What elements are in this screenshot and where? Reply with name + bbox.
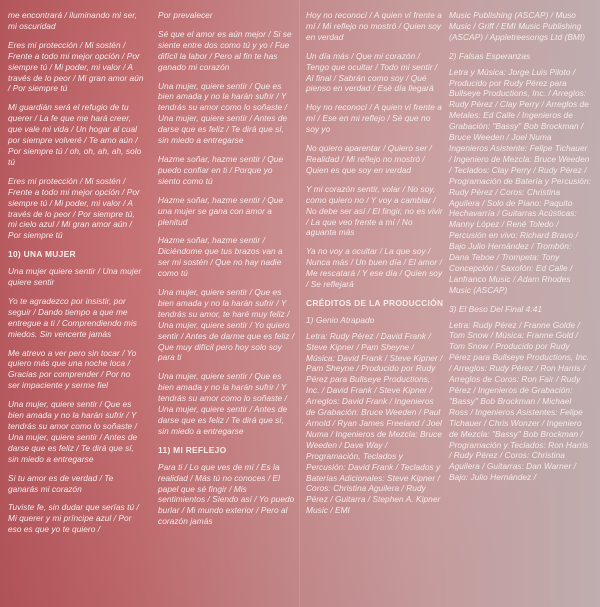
credit-text: Letra: Rudy Pérez / Franne Golde / Tom Snow / Música: Franne Gold / Tom Snow / Producido por Rudy Pérez para Bullseye Productions, Inc. / Arreglos: Rudy Pérez / Ron Harris / Arreglos de Coros: Ron Fair / Rudy Pérez / Ingenieros de Grabación: "Bassy" Bob Brockman / Michael Ross / Ingenieros Asistentes: Felipe Tichauer / Chris Wonzer / Ingeniero de Mezcla: "Bassy" Bob Brockman / Programación y Teclados: Ron Harris / Rudy Pérez / Coros: Christina Aguilera / Guitarras: Dan Warner / Bajo: Julio Hernández /	[449, 319, 590, 483]
lyric-stanza: Hoy no reconocí / A quien ví frente a mí / Mi reflejo no mostró / Quien soy en verdad	[306, 10, 442, 42]
lyric-stanza: Tuviste fe, sin dudar que serías tú / Mi querer y mi príncipe azul / Por eso es que yo te quiero /	[8, 502, 139, 535]
lyric-stanza: Eres mi protección / Mi sostén / Frente a todo mi mejor opción / Por siempre tú / Mi poder, mi valor / A través de lo peor / Mi gran amor aún / Por siempre tú	[8, 39, 144, 94]
lyric-stanza: Sé que el amor es aún mejor / Si se siente entre dos como tú y yo / Fue difícil la labor / Pero al fin te has ganado mi corazón	[158, 28, 292, 72]
lyric-stanza: me encontrará / iluminando mi ser, mi oscuridad	[8, 10, 137, 31]
lyric-stanza: Y mi corazón sentir, volar / No soy, como quiero no / Y voy a cambiar / No debe ser así / El fingir, no es vivir / La que veo frente a mí / No aguanta más	[306, 183, 443, 238]
lyric-stanza: Eres mi protección / Mi sostén / Frente a todo mi mejor opción / Por siempre tú / Mi poder, mi valor / A través de lo peor / Por siempre tú, mi cielo azul / Mi gran amor aún / Por siempre tú	[8, 175, 140, 241]
lyric-stanza: Para ti / Lo que ves de mí / Es la realidad / Más tú no conoces / El papel que sé fingir / Mis sentimientos / Siendo así / Yo puedo burlar / Mi mundo exterior / Pero al corazón jamás	[158, 461, 295, 527]
lyric-stanza: Una mujer, quiere sentir / Que es bien amada y no la harán sufrir / Y tendrás su amor como lo soñaste / Una mujer, quiere sentir / Antes de darse que es feliz / Te dirá que sí, sin miedo a entregarse	[158, 80, 288, 146]
credit-text: Music Publishing (ASCAP) / Muso Music / Griff / EMI Music Publishing (ASCAP) / Appletreesongs Ltd (BMI)	[449, 10, 586, 42]
song-heading: 11) MI REFLEJO	[158, 444, 227, 455]
column-4	[449, 10, 591, 491]
page-fold-divider	[299, 0, 300, 607]
lyric-stanza: Una mujer, quiere sentir / Que es bien amada y no la harán sufrir / Y tendrás su amor como lo soñaste / Una mujer, quiere sentir / Antes de darse que es feliz / Te dirá que sí, sin miedo a entregarse	[158, 371, 288, 436]
lyric-stanza: Hoy no reconocí / A quien ví frente a mí / Ese en mi reflejo / Sé que no soy yo	[306, 102, 442, 135]
lyric-stanza: Una mujer, quiere sentir / Que es bien amada y no la harán sufrir / Y tendrás su amor, te haré muy feliz / Una mujer, quiere sentir / Yo quiero sentir / Antes de darme que es feliz / Que muy difícil pero hoy solo soy para ti	[158, 287, 295, 363]
lyric-stanza: Hazme soñar, hazme sentir / Que puedo confiar en ti / Porque yo siento como tú	[158, 153, 284, 186]
song-heading: 10) UNA MUJER	[8, 249, 76, 260]
lyric-stanza: Me atrevo a ver pero sin tocar / Yo quiero más que una noche loca / Gracias por comprender / Por no ser impaciente y serme fiel	[8, 347, 137, 391]
column-2	[158, 10, 296, 535]
credit-text: Letra y Música: Jorge Luis Piloto / Producido por Rudy Pérez para Bullseye Productions, Inc. / Arreglos: Rudy Pérez / Clay Perry / Arreglos de Metales: Ed Calle / Ingenieros de Grabación: "Bassy" Bob Brockman / Bruce Weeden / Joel Numa Ingenieros Asistente: Felipe Tichauer / Ingeniero de Mezcla: Bruce Weeden / Teclados: Clay Perry / Rudy Pérez / Programación de Batería y Percusión: Rudy Pérez / Coros: Christina Aguilera / Solo de Piano: Paquito Hechavarría / Guitarras Acústicas: Manny López / René Toledo / Percusión en vivo: Richard Bravo / Bajo Julio Hernández / Trombón: Dana Teboe / Trompeta: Tony Concepción / Saxofón: Ed Calle / Lanfranco Music / Adam Rhodes Music (ASCAP)	[449, 66, 591, 295]
lyric-stanza: Un día más / Que mi corazón / Tengo que ocultar / Todo mi sentir / Al final / Sabrán como soy / Qué pienso en verdad / Esé día llegará	[306, 50, 438, 94]
column-3	[306, 10, 444, 524]
lyric-stanza: No quiero aparentar / Quiero ser / Realidad / Mi reflejo no mostró / Quien es que soy en verdad	[306, 143, 432, 175]
lyric-stanza: Por prevalecer	[158, 10, 213, 20]
credit-text: Letra: Rudy Pérez / David Frank / Steve Kipner / Pam Sheyne / Música: David Frank / Steve Kipner / Pam Sheyne / Producido por Rudy Pérez para Bullseye Productions, Inc. / David Frank / Steve Kipner / Arreglos: David Frank / Ingenieros de Grabación: Bruce Weeden / Paul Arnold / Ryan James Freeland / Joel Numa / Ingenieros de Mezcla: Bruce Weeden / Dave Way / Programación, Teclados y Percusión: David Frank / Teclados y Baterías Adicionales: Steve Kipner / Coros: Christina Aguilera / Rudy Pérez / Guitarra / Stephen A. Kipner Music / EMI	[306, 330, 443, 516]
column-1	[8, 10, 144, 543]
lyric-stanza: Una mujer quiere sentir / Una mujer quiere sentir	[8, 266, 142, 288]
lyric-stanza: Mi guardián será el refugio de tu querer / La fe que me hará creer, que vale mi vida / Un hogar al cual por siempre volveré / Te amo aún / Por siempre tú / oh, oh, ah, ah, solo tú	[8, 102, 142, 167]
lyric-stanza: Si tu amor es de verdad / Te ganarás mi corazón	[8, 472, 114, 494]
lyric-stanza: Yo te agradezco por insistir, por seguir / Dando tiempo a que me entregue a ti / Comprendiendo mis miedos. Sin vencerte jamás	[8, 295, 137, 339]
lyric-stanza: Hazme soñar, hazme sentir / Diciéndome que tus brazos van a ser mi sostén / Que no hay nadie como tú	[158, 235, 283, 279]
lyric-stanza: Hazme soñar, hazme sentir / Que una mujer se gana con amor a plenitud	[158, 194, 284, 227]
lyric-stanza: Una mujer, quiere sentir / Que es bien amada y no la harán sufrir / Y tendrás su amor como lo soñaste / Una mujer, quiere sentir / Antes de darse que es feliz / Te dirá que sí, sin miedo a entregarse	[8, 399, 138, 464]
lyric-stanza: Ya no voy a ocultar / La que soy / Nunca más / Un buen día / El amor / Me rescatará / Y ese día / Quien soy / Se reflejará	[306, 246, 443, 290]
credits-heading: CRÉDITOS DE LA PRODUCCIÓN	[306, 297, 444, 308]
credit-track-title: 1) Genio Atrapado	[306, 314, 375, 325]
credit-track-title: 2) Falsas Esperanzas	[449, 50, 531, 61]
credit-track-title: 3) El Beso Del Final 4:41	[449, 303, 543, 314]
